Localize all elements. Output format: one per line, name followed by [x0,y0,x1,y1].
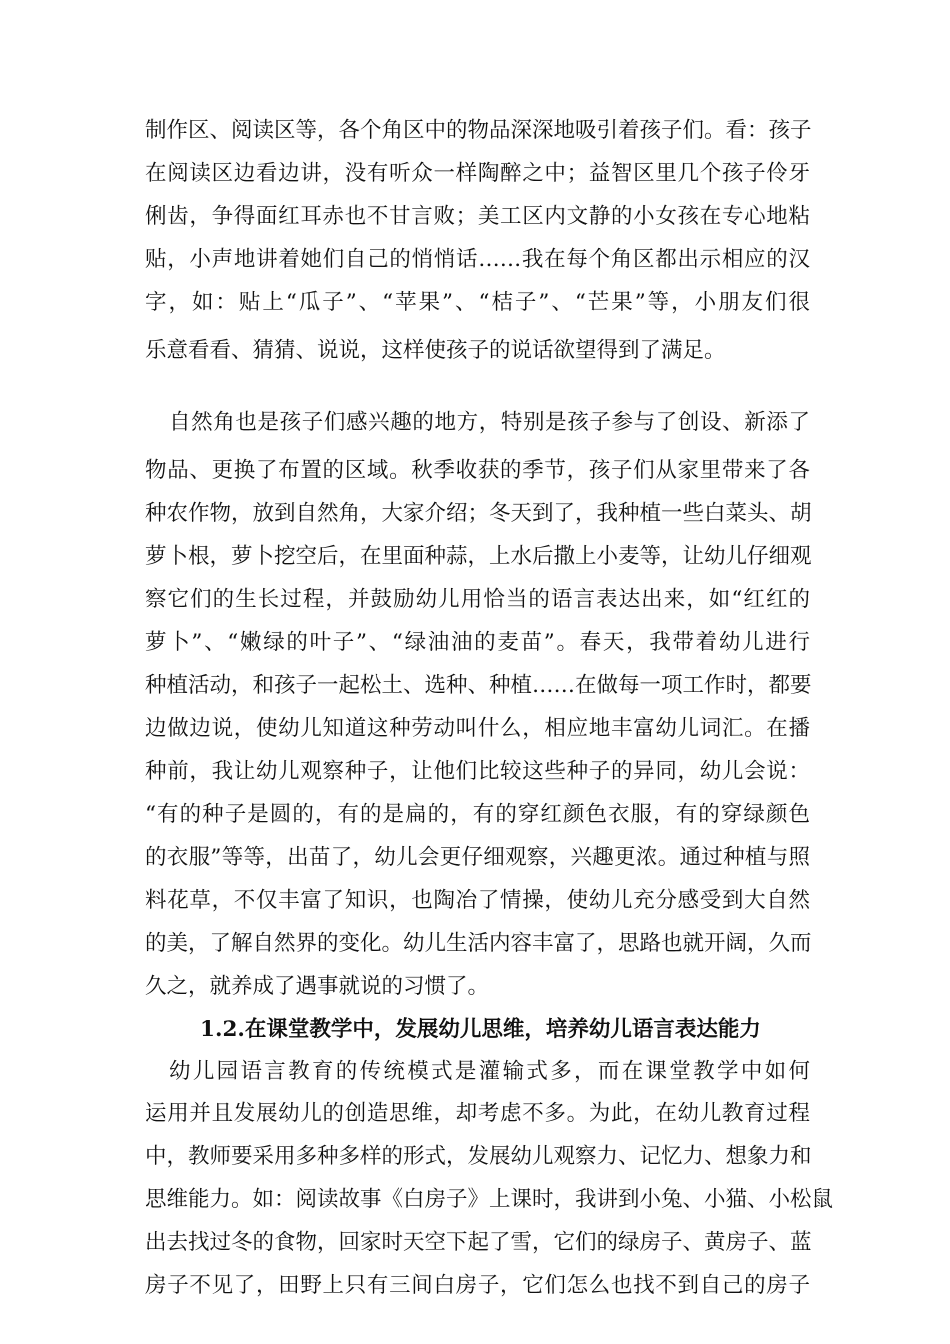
paragraph-line: 察它们的生长过程，并鼓励幼儿用恰当的语言表达出来，如“红红的 [145,587,810,612]
paragraph-line: 出去找过冬的食物，回家时天空下起了雪，它们的绿房子、黄房子、蓝 [145,1230,812,1255]
paragraph-line: 运用并且发展幼儿的创造思维，却考虑不多。为此，在幼儿教育过程 [145,1101,810,1126]
paragraph-line: 在阅读区边看边讲，没有听众一样陶醉之中；益智区里几个孩子伶牙 [145,161,810,186]
paragraph-line: 幼儿园语言教育的传统模式是灌输式多，而在课堂教学中如何 [169,1059,810,1084]
paragraph-line: 制作区、阅读区等，各个角区中的物品深深地吸引着孩子们。看：孩子 [145,118,812,143]
paragraph-line: 萝卜根，萝卜挖空后，在里面种蒜，上水后撒上小麦等，让幼儿仔细观 [145,544,812,569]
paragraph-line: 的美，了解自然界的变化。幼儿生活内容丰富了，思路也就开阔，久而 [145,931,812,956]
paragraph-line: 边做边说，使幼儿知道这种劳动叫什么，相应地丰富幼儿词汇。在播 [145,716,810,741]
paragraph-line: 贴，小声地讲着她们自己的悄悄话……我在每个角区都出示相应的汉 [145,247,810,272]
paragraph-line: 种植活动，和孩子一起松土、选种、种植……在做每一项工作时，都要 [145,673,812,698]
section-heading: 1.2.在课堂教学中，发展幼儿思维，培养幼儿语言表达能力 [200,1017,761,1042]
paragraph-line: “有的种子是圆的，有的是扁的，有的穿红颜色衣服，有的穿绿颜色 [145,802,810,827]
paragraph-line: 久之，就养成了遇事就说的习惯了。 [145,974,490,999]
paragraph-line: 中，教师要采用多种多样的形式，发展幼儿观察力、记忆力、想象力和 [145,1144,812,1169]
paragraph-line: 房子不见了，田野上只有三间白房子，它们怎么也找不到自己的房子 [145,1273,810,1298]
paragraph-line: 萝卜”、“嫩绿的叶子”、“绿油油的麦苗”。春天，我带着幼儿进行 [145,630,810,655]
paragraph-line: 料花草，不仅丰富了知识，也陶冶了情操，使幼儿充分感受到大自然 [145,888,810,913]
paragraph-line: 的衣服”等等，出苗了，幼儿会更仔细观察，兴趣更浓。通过种植与照 [145,845,810,870]
paragraph-line: 俐齿，争得面红耳赤也不甘言败；美工区内文静的小女孩在专心地粘 [145,204,810,229]
paragraph-line: 乐意看看、猜猜、说说，这样使孩子的说话欲望得到了满足。 [145,338,726,363]
paragraph-line: 种农作物，放到自然角，大家介绍；冬天到了，我种植一些白菜头、胡 [145,501,812,526]
paragraph-line: 思维能力。如：阅读故事《白房子》上课时，我讲到小兔、小猫、小松鼠 [145,1187,834,1212]
paragraph-line: 字，如：贴上“瓜子”、“苹果”、“桔子”、“芒果”等，小朋友们很 [145,290,810,315]
paragraph-line: 自然角也是孩子们感兴趣的地方，特别是孩子参与了创设、新添了 [169,410,810,435]
paragraph-line: 种前，我让幼儿观察种子，让他们比较这些种子的异同，幼儿会说： [145,759,810,784]
paragraph-line: 物品、更换了布置的区域。秋季收获的季节，孩子们从家里带来了各 [145,458,810,483]
